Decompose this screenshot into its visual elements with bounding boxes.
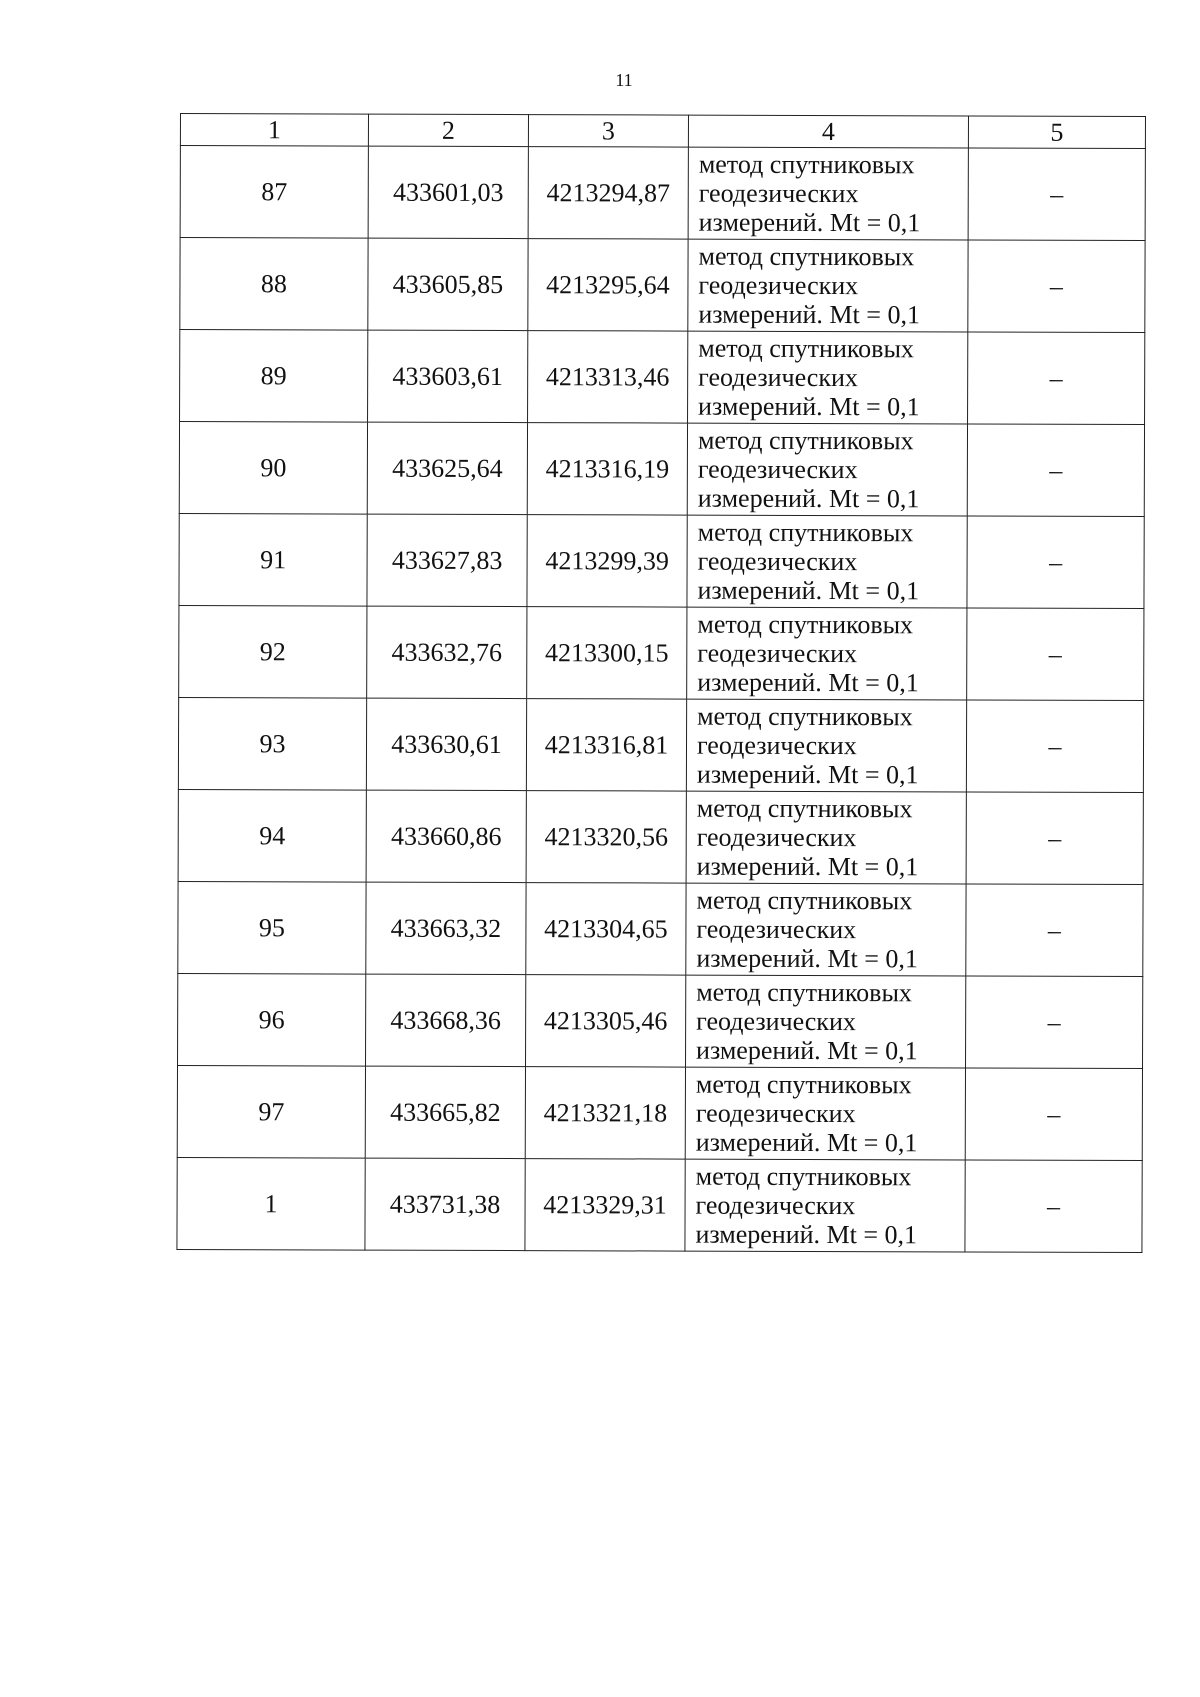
method-line: измерений. Mt = 0,1 [695, 1219, 918, 1250]
method-line: измерений. Mt = 0,1 [698, 391, 920, 422]
x-coordinate-cell: 433605,85 [368, 238, 528, 331]
method-line: метод спутниковых [698, 333, 915, 364]
x-coordinate-cell: 433627,83 [367, 514, 527, 607]
y-coordinate-cell: 4213299,39 [527, 515, 687, 608]
note-cell: – [966, 700, 1143, 793]
note-cell: – [965, 1160, 1142, 1253]
point-number-cell: 93 [178, 697, 366, 790]
method-line: метод спутниковых [696, 977, 912, 1008]
point-number-cell: 1 [177, 1157, 365, 1250]
y-coordinate-cell: 4213321,18 [525, 1067, 685, 1160]
y-coordinate-cell: 4213295,64 [528, 239, 688, 332]
column-header: 4 [688, 115, 968, 148]
method-line: измерений. Mt = 0,1 [696, 759, 919, 790]
point-number-cell: 97 [177, 1065, 365, 1158]
method-cell [688, 239, 968, 332]
table-row [179, 513, 1144, 608]
y-coordinate-cell: 4213294,87 [528, 147, 688, 240]
method-cell [687, 607, 967, 700]
point-number-cell: 92 [179, 605, 367, 698]
x-coordinate-cell: 433603,61 [368, 330, 528, 423]
table-row [180, 146, 1145, 241]
method-line: геодезических [698, 178, 859, 209]
method-line: геодезических [698, 270, 859, 301]
x-coordinate-cell: 433660,86 [366, 790, 526, 883]
method-cell [687, 515, 967, 608]
method-line: метод спутниковых [695, 1069, 912, 1100]
table-row [178, 973, 1143, 1068]
method-line: измерений. Mt = 0,1 [696, 851, 919, 882]
column-header: 2 [368, 114, 528, 147]
note-cell: – [967, 608, 1144, 701]
method-cell [688, 147, 968, 240]
y-coordinate-cell: 4213305,46 [526, 975, 686, 1068]
method-line: метод спутниковых [697, 609, 914, 640]
column-header: 5 [968, 116, 1145, 149]
table-row [178, 789, 1143, 884]
method-line: метод спутниковых [696, 793, 913, 824]
method-line: измерений. Mt = 0,1 [698, 207, 921, 238]
point-number-cell: 96 [178, 973, 366, 1066]
method-cell [687, 423, 967, 516]
table-row [177, 1157, 1142, 1252]
page-number: 11 [615, 70, 633, 90]
method-line: измерений. Mt = 0,1 [696, 943, 919, 974]
method-line: измерений. Mt = 0,1 [697, 667, 919, 698]
column-header: 1 [180, 114, 368, 147]
point-number-cell: 90 [179, 422, 367, 515]
note-cell: – [967, 424, 1144, 517]
note-cell: – [965, 1068, 1142, 1161]
point-number-cell: 87 [180, 146, 368, 239]
method-line: метод спутниковых [696, 885, 913, 916]
column-header: 3 [528, 115, 688, 148]
table-row [180, 330, 1145, 425]
point-number-cell: 94 [178, 789, 366, 882]
method-line: метод спутниковых [697, 517, 914, 548]
method-cell [686, 883, 966, 976]
x-coordinate-cell: 433601,03 [368, 146, 528, 239]
table-header-row [180, 114, 1145, 149]
y-coordinate-cell: 4213320,56 [526, 791, 686, 884]
method-line: измерений. Mt = 0,1 [697, 483, 920, 514]
method-cell [686, 791, 966, 884]
method-cell [688, 331, 968, 424]
x-coordinate-cell: 433668,36 [366, 974, 526, 1067]
method-cell [685, 1067, 965, 1160]
method-line: метод спутниковых [698, 149, 915, 180]
note-cell: – [968, 332, 1145, 425]
y-coordinate-cell: 4213300,15 [527, 607, 687, 700]
method-cell [686, 699, 966, 792]
method-cell [686, 975, 966, 1068]
point-number-cell: 95 [178, 881, 366, 974]
method-line: геодезических [698, 362, 858, 393]
method-line: геодезических [696, 822, 857, 853]
note-cell: – [967, 516, 1144, 609]
coordinates-table [176, 113, 1146, 1253]
note-cell: – [968, 240, 1145, 333]
method-line: измерений. Mt = 0,1 [698, 299, 921, 330]
method-line: геодезических [695, 1190, 856, 1221]
y-coordinate-cell: 4213316,19 [527, 423, 687, 516]
method-line: геодезических [696, 914, 857, 945]
y-coordinate-cell: 4213329,31 [525, 1159, 685, 1252]
table-row [178, 881, 1143, 976]
point-number-cell: 91 [179, 513, 367, 606]
method-cell [685, 1159, 965, 1252]
method-line: геодезических [697, 454, 858, 485]
method-line: измерений. Mt = 0,1 [695, 1127, 918, 1158]
point-number-cell: 88 [180, 238, 368, 331]
note-cell: – [966, 976, 1143, 1069]
method-line: метод спутниковых [697, 425, 914, 456]
table-row [179, 422, 1144, 517]
method-line: измерений. Mt = 0,1 [697, 575, 920, 606]
method-line: геодезических [697, 638, 858, 669]
table-row [180, 238, 1145, 333]
table-row [177, 1065, 1142, 1160]
x-coordinate-cell: 433663,32 [366, 882, 526, 975]
x-coordinate-cell: 433632,76 [367, 606, 527, 699]
method-line: метод спутниковых [695, 1161, 912, 1192]
table-body [177, 146, 1145, 1253]
method-line: метод спутниковых [697, 701, 913, 732]
x-coordinate-cell: 433630,61 [366, 698, 526, 791]
y-coordinate-cell: 4213313,46 [528, 331, 688, 424]
method-line: измерений. Mt = 0,1 [696, 1035, 918, 1066]
method-line: геодезических [696, 1006, 856, 1037]
method-line: геодезических [695, 1098, 856, 1129]
method-line: геодезических [697, 546, 858, 577]
x-coordinate-cell: 433731,38 [365, 1158, 525, 1251]
note-cell: – [966, 884, 1143, 977]
point-number-cell: 89 [180, 330, 368, 423]
x-coordinate-cell: 433665,82 [365, 1066, 525, 1159]
y-coordinate-cell: 4213316,81 [526, 699, 686, 792]
method-line: геодезических [696, 730, 857, 761]
x-coordinate-cell: 433625,64 [367, 422, 527, 515]
note-cell: – [968, 148, 1145, 241]
note-cell: – [966, 792, 1143, 885]
method-line: метод спутниковых [698, 241, 915, 272]
table-row [178, 697, 1143, 792]
table-row [179, 605, 1144, 700]
y-coordinate-cell: 4213304,65 [526, 883, 686, 976]
